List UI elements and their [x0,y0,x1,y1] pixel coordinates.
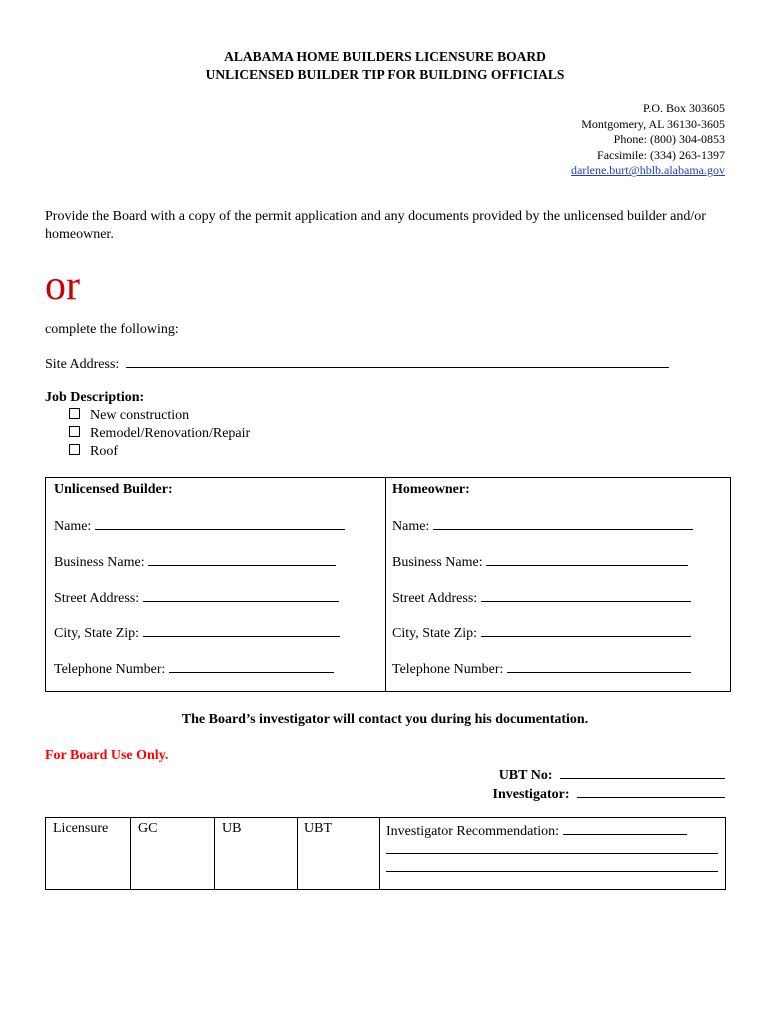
homeowner-city-field[interactable] [481,623,691,637]
col-gc: GC [138,821,158,836]
col-divider [379,818,380,889]
homeowner-city-row: City, State Zip: [392,623,691,642]
ubt-no-row [499,765,725,784]
board-use-table [45,817,726,890]
recommendation-line-3[interactable] [386,871,718,872]
builder-name-field[interactable] [95,516,345,530]
form-title: ALABAMA HOME BUILDERS LICENSURE BOARD [224,49,546,64]
builder-phone-field[interactable] [169,659,334,673]
homeowner-phone-row: Telephone Number: [392,659,691,678]
col-divider [297,818,298,889]
homeowner-header: Homeowner: [392,482,470,497]
homeowner-phone-field[interactable] [507,659,691,673]
checkbox-icon[interactable] [69,444,80,455]
builder-business-field[interactable] [148,552,336,566]
recommendation-line-2[interactable] [386,853,718,854]
email-link[interactable]: darlene.burt@hblb.alabama.gov [571,163,725,178]
unlicensed-builder-header: Unlicensed Builder: [54,482,173,497]
builder-street-field[interactable] [143,588,339,602]
investigator-field[interactable] [577,784,725,798]
job-option-roof[interactable]: Roof [69,443,759,461]
homeowner-name-row: Name: [392,516,693,535]
form-subtitle: UNLICENSED BUILDER TIP FOR BUILDING OFFICIALS [205,67,565,82]
po-box: P.O. Box 303605 [642,101,725,115]
col-divider [214,818,215,889]
site-address-label: Site Address: [45,357,120,372]
table-divider [385,478,386,691]
col-licensure: Licensure [53,821,109,836]
contact-block [571,101,725,179]
ubt-no-field[interactable] [560,765,725,779]
site-address-field[interactable] [126,354,669,368]
or-divider: or [45,263,80,309]
homeowner-business-field[interactable] [486,552,688,566]
builder-phone-row: Telephone Number: [54,659,334,678]
job-option-remodel[interactable]: Remodel/Renovation/Repair [69,425,759,443]
ubt-no-label: UBT No: [498,768,553,783]
col-ubt: UBT [304,821,332,836]
col-divider [130,818,131,889]
investigator-label: Investigator: [492,787,570,802]
homeowner-street-field[interactable] [481,588,691,602]
intro-text: Provide the Board with a copy of the permit application and any documents provided by the unlicensed builder and/or homeowner. [45,209,706,242]
site-address-row [45,354,735,374]
checkbox-icon[interactable] [69,426,80,437]
builder-business-row: Business Name: [54,552,336,571]
homeowner-street-row: Street Address: [392,588,691,607]
job-description-label: Job Description: [45,390,145,405]
builder-homeowner-table [45,477,731,692]
recommendation-field[interactable] [563,821,687,835]
col-ub: UB [222,821,242,836]
investigator-note: The Board’s investigator will contact you during his documentation. [181,712,589,727]
complete-text: complete the following: [45,322,179,337]
builder-street-row: Street Address: [54,588,339,607]
builder-city-field[interactable] [143,623,340,637]
phone: Phone: (800) 304-0853 [613,132,725,147]
job-option-new[interactable]: New construction [69,407,759,425]
checkbox-icon[interactable] [69,408,80,419]
fax: Facsimile: (334) 263-1397 [597,147,725,162]
homeowner-name-field[interactable] [433,516,693,530]
city-address: Montgomery, AL 36130-3605 [581,116,725,131]
builder-name-row: Name: [54,516,345,535]
board-use-label: For Board Use Only. [45,748,169,763]
builder-city-row: City, State Zip: [54,623,340,642]
recommendation-label: Investigator Recommendation: [386,824,560,839]
recommendation-row [386,821,687,840]
investigator-row [493,784,726,803]
homeowner-business-row: Business Name: [392,552,688,571]
